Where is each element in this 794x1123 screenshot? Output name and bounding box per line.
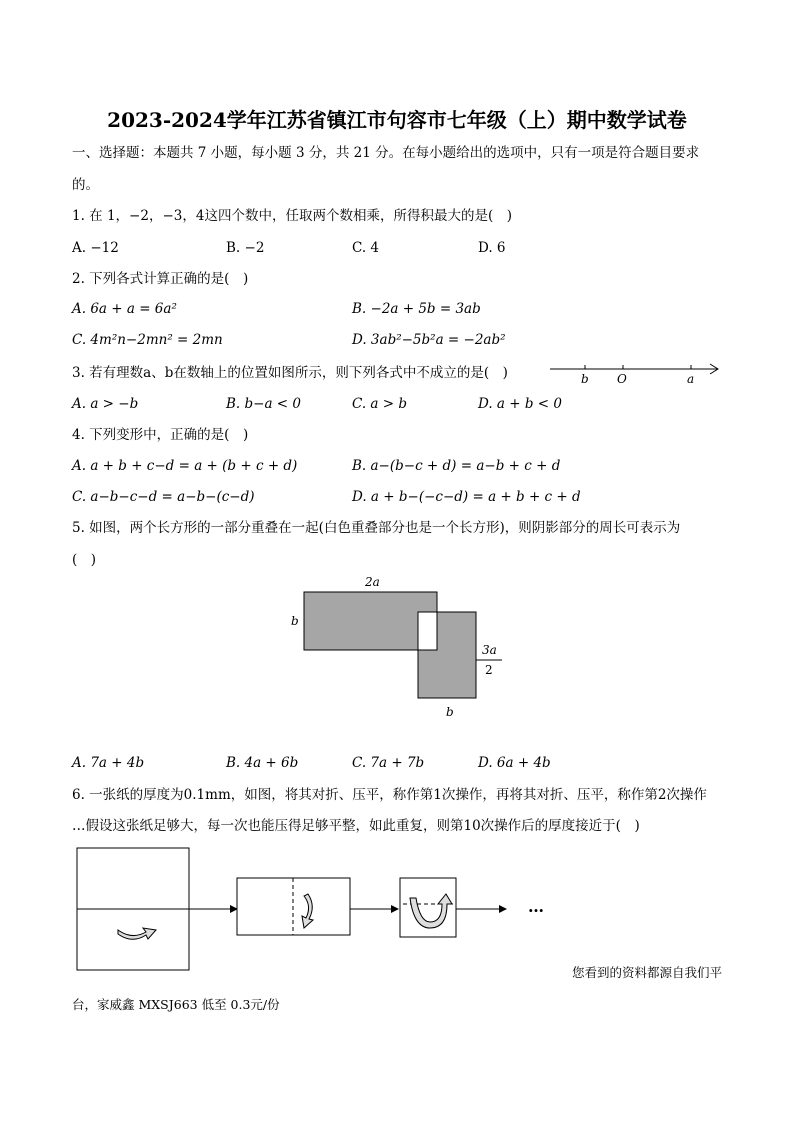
q1-option-d: D. 6 xyxy=(478,240,506,256)
footer-note-right: 您看到的资料都源自我们平 xyxy=(571,965,722,980)
q2-option-b: B. −2a + 5b = 3ab xyxy=(352,301,481,317)
paper-folding-figure xyxy=(70,842,570,977)
number-line xyxy=(545,358,725,388)
q1-stem: 1. 在 1，−2，−3，4这四个数中，任取两个数相乘，所得积最大的是( ) xyxy=(72,208,512,224)
q6-stem-continued: …假设这张纸足够大，每一次也能压得足够平整，如此重复，则第10次操作后的厚度接近于( ) xyxy=(72,818,640,834)
q3-stem: 3. 若有理数a、b在数轴上的位置如图所示，则下列各式中不成立的是( ) xyxy=(72,365,508,381)
label-3a: 3a xyxy=(482,643,497,657)
q2-option-d: D. 3ab²−5b²a = −2ab² xyxy=(352,332,506,348)
page-title: 2023-2024学年江苏省镇江市句容市七年级（上）期中数学试卷 xyxy=(107,108,687,132)
label-2a: 2a xyxy=(365,575,380,589)
q1-option-b: B. −2 xyxy=(226,240,265,256)
q2-option-a: A. 6a + a = 6a² xyxy=(72,301,177,317)
q5-option-a: A. 7a + 4b xyxy=(72,755,145,771)
q1-option-a: A. −12 xyxy=(72,240,119,256)
q5-stem: 5. 如图，两个长方形的一部分重叠在一起(白色重叠部分也是一个长方形)，则阴影部分的周长可表示为 xyxy=(72,520,681,536)
label-2: 2 xyxy=(485,663,493,677)
q3-option-a: A. a > −b xyxy=(72,396,139,412)
q3-option-d: D. a + b < 0 xyxy=(478,396,562,412)
q5-option-c: C. 7a + 7b xyxy=(352,755,425,771)
q2-option-c: C. 4m²n−2mn² = 2mn xyxy=(72,332,223,348)
q5-option-b: B. 4a + 6b xyxy=(226,755,299,771)
footer-note-left: 台，家威鑫 MXSJ663 低至 0.3元/份 xyxy=(72,997,280,1012)
q3-option-b: B. b−a < 0 xyxy=(226,396,301,412)
overlap-rectangle xyxy=(418,612,437,650)
q4-option-b: B. a−(b−c + d) = a−b + c + d xyxy=(352,458,561,474)
q1-option-c: C. 4 xyxy=(352,240,380,256)
shaded-rectangle-top xyxy=(304,592,437,650)
number-line-label-o: O xyxy=(617,372,627,386)
section-heading-line2: 的。 xyxy=(72,177,99,193)
arrow-icon-2 xyxy=(391,905,399,913)
number-line-label-b: b xyxy=(581,372,589,386)
arrow-icon-3 xyxy=(499,905,507,913)
q4-option-d: D. a + b−(−c−d) = a + b + c + d xyxy=(352,489,581,505)
continuation-ellipsis: … xyxy=(528,897,544,916)
label-b-left: b xyxy=(291,614,299,628)
q2-stem: 2. 下列各式计算正确的是( ) xyxy=(72,271,249,287)
q6-stem: 6. 一张纸的厚度为0.1mm，如图，将其对折、压平，称作第1次操作，再将其对折、压平，称作第2次操作 xyxy=(72,787,707,803)
rectangles-figure xyxy=(280,570,520,725)
q5-option-d: D. 6a + 4b xyxy=(478,755,551,771)
q4-stem: 4. 下列变形中，正确的是( ) xyxy=(72,427,249,443)
q3-option-c: C. a > b xyxy=(352,396,408,412)
q4-option-c: C. a−b−c−d = a−b−(c−d) xyxy=(72,489,255,505)
label-b-bottom: b xyxy=(446,705,454,719)
q5-stem-continued: ( ) xyxy=(72,552,97,568)
section-heading-line1: 一、选择题：本题共 7 小题，每小题 3 分，共 21 分。在每小题给出的选项中，只有一项是符合题目要求 xyxy=(72,145,700,161)
q4-option-a: A. a + b + c−d = a + (b + c + d) xyxy=(72,458,298,474)
number-line-label-a: a xyxy=(687,372,695,386)
